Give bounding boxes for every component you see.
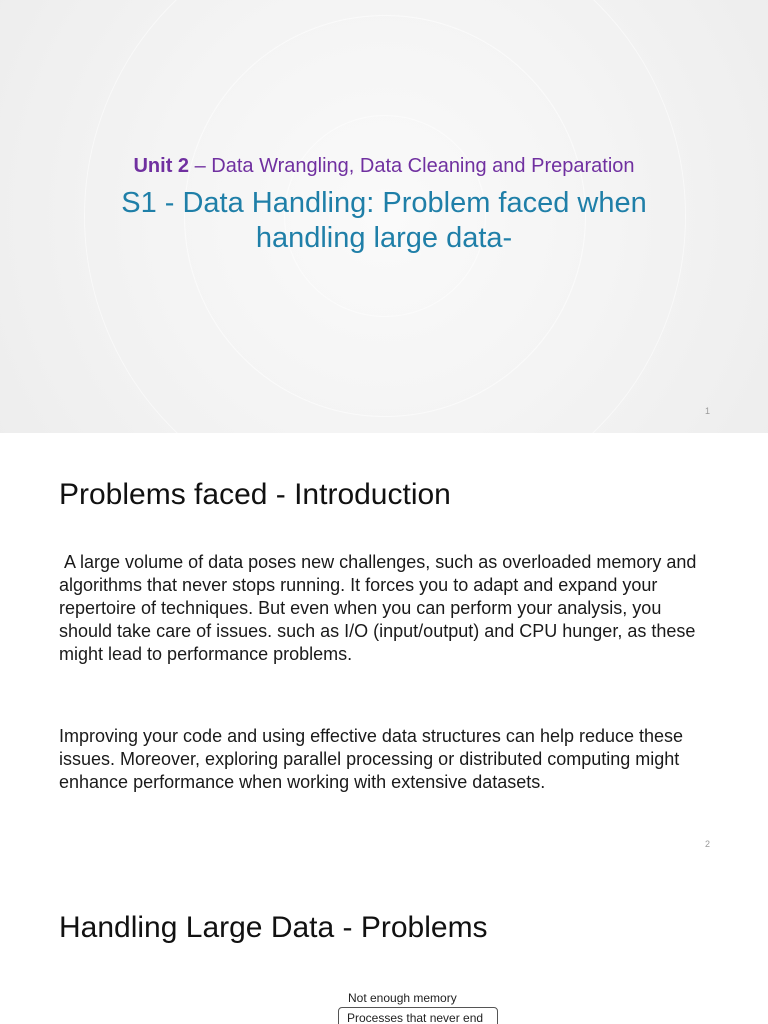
- slide-title-line-1: S1 - Data Handling: Problem faced when: [121, 187, 647, 219]
- problems-slide: [0, 867, 768, 1024]
- slide-title-line-2: handling large data-: [255, 222, 513, 254]
- title-slide: [0, 0, 768, 433]
- intro-paragraph-2: Improving your code and using effective data structures can help reduce these issues. Moreover, exploring parallel processing or distributed computing might enhance performance when working with extensive datasets.: [59, 726, 684, 792]
- unit-description: – Data Wrangling, Data Cleaning and Preparation: [189, 155, 635, 177]
- slide-heading: Problems faced - Introduction: [59, 478, 451, 511]
- diagram-label: Not enough memory: [348, 991, 457, 1005]
- unit-label: Unit 2: [133, 155, 190, 177]
- slide-title: [84, 186, 684, 256]
- unit-subtitle: [0, 155, 768, 178]
- intro-slide: [0, 433, 768, 867]
- intro-paragraph-1: A large volume of data poses new challenges, such as overloaded memory and algorithms that never stops running. It forces you to adapt and expand your repertoire of techniques. But even when you can perform your analysis, you should take care of issues. such as I/O (input/output) and CPU hunger, as these might lead to performance problems.: [59, 552, 702, 664]
- diagram-box: Processes that never end: [338, 1007, 498, 1024]
- page-number: 1: [705, 406, 711, 416]
- slide-heading: Handling Large Data - Problems: [59, 911, 488, 944]
- page-number: 2: [705, 839, 711, 849]
